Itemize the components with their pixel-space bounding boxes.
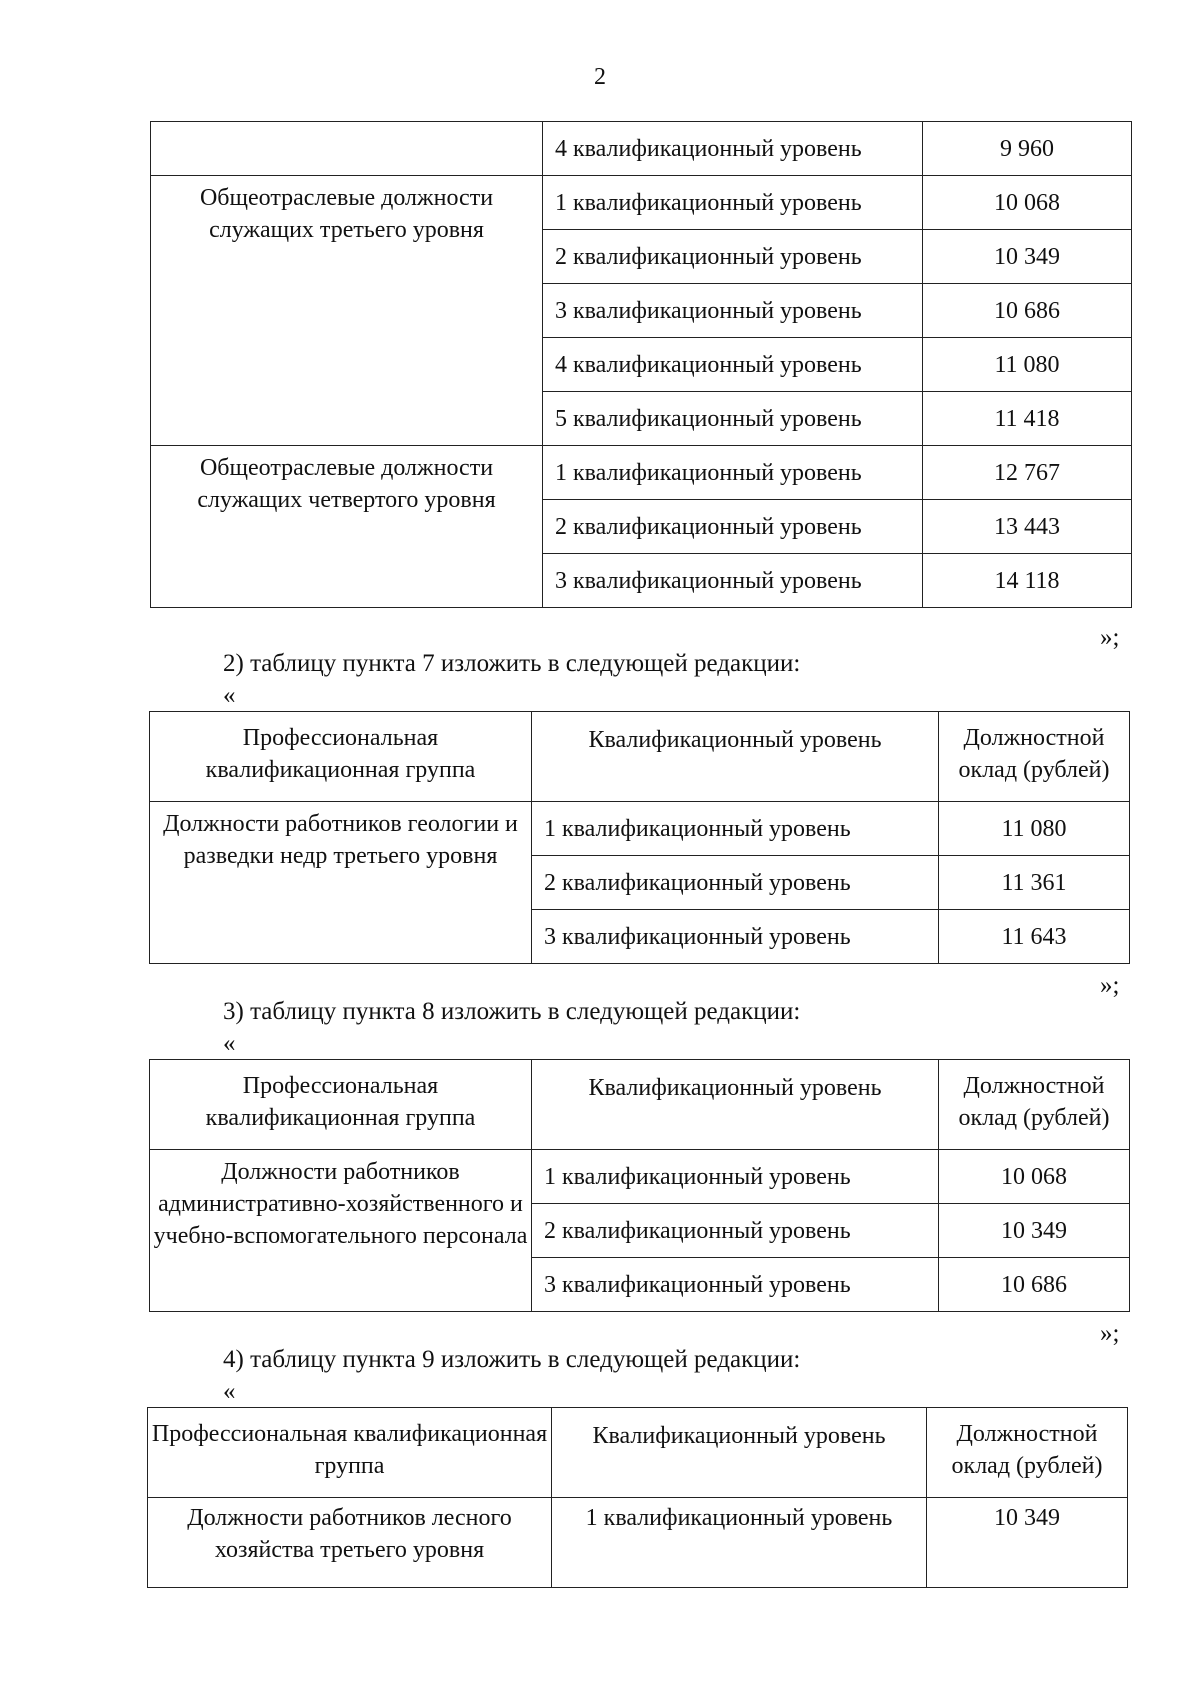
group-cell: Должности работников геологии и разведки недр третьего уровня (150, 802, 532, 964)
salary-cell: 9 960 (923, 122, 1132, 176)
header-level: Квалификационный уровень (552, 1408, 927, 1498)
salary-cell: 10 349 (927, 1498, 1128, 1588)
level-cell: 5 квалификационный уровень (543, 392, 923, 446)
page-number: 2 (594, 64, 606, 90)
table-row (151, 446, 1132, 500)
table-row (148, 1498, 1128, 1588)
level-cell: 1 квалификационный уровень (552, 1498, 927, 1588)
salary-cell: 10 686 (923, 284, 1132, 338)
group-cell: Должности работников административно-хозяйственного и учебно-вспомогательного персонала (150, 1150, 532, 1312)
level-cell: 1 квалификационный уровень (532, 802, 939, 856)
salary-cell: 10 349 (923, 230, 1132, 284)
level-cell: 2 квалификационный уровень (532, 1204, 939, 1258)
table-header-row (148, 1408, 1128, 1498)
salary-cell: 10 068 (939, 1150, 1130, 1204)
level-cell: 1 квалификационный уровень (543, 446, 923, 500)
salary-cell: 11 080 (939, 802, 1130, 856)
salary-cell: 11 643 (939, 910, 1130, 964)
table-row (151, 176, 1132, 230)
section-heading: 3) таблицу пункта 8 изложить в следующей редакции: (223, 998, 801, 1025)
opening-quote: « (223, 1030, 236, 1057)
level-cell: 2 квалификационный уровень (543, 230, 923, 284)
section-heading: 4) таблицу пункта 9 изложить в следующей редакции: (223, 1346, 801, 1373)
header-group: Профессиональная квалификационная группа (150, 1060, 532, 1150)
header-group: Профессиональная квалификационная группа (150, 712, 532, 802)
header-salary: Должностной оклад (рублей) (927, 1408, 1128, 1498)
table-header-row (150, 712, 1130, 802)
salary-cell: 10 068 (923, 176, 1132, 230)
level-cell: 1 квалификационный уровень (543, 176, 923, 230)
group-cell: Общеотраслевые должности служащих четвертого уровня (151, 446, 543, 608)
level-cell: 3 квалификационный уровень (543, 284, 923, 338)
level-cell: 1 квалификационный уровень (532, 1150, 939, 1204)
header-level: Квалификационный уровень (532, 712, 939, 802)
opening-quote: « (223, 1378, 236, 1405)
salary-cell: 13 443 (923, 500, 1132, 554)
level-cell: 2 квалификационный уровень (532, 856, 939, 910)
section-heading: 2) таблицу пункта 7 изложить в следующей редакции: (223, 650, 801, 677)
salary-cell: 10 686 (939, 1258, 1130, 1312)
salary-cell: 11 418 (923, 392, 1132, 446)
closing-quote: »; (1100, 972, 1120, 999)
salary-table-continuation (150, 121, 1132, 608)
header-salary: Должностной оклад (рублей) (939, 712, 1130, 802)
closing-quote: »; (1100, 624, 1120, 651)
salary-table-geology (149, 711, 1130, 964)
salary-table-forestry (147, 1407, 1128, 1588)
salary-cell: 10 349 (939, 1204, 1130, 1258)
table-row (151, 122, 1132, 176)
opening-quote: « (223, 682, 236, 709)
salary-cell: 14 118 (923, 554, 1132, 608)
table-header-row (150, 1060, 1130, 1150)
header-level: Квалификационный уровень (532, 1060, 939, 1150)
group-cell: Должности работников лесного хозяйства третьего уровня (148, 1498, 552, 1588)
salary-cell: 11 080 (923, 338, 1132, 392)
salary-cell: 11 361 (939, 856, 1130, 910)
table-row (150, 1150, 1130, 1204)
salary-cell: 12 767 (923, 446, 1132, 500)
level-cell: 3 квалификационный уровень (543, 554, 923, 608)
closing-quote: »; (1100, 1320, 1120, 1347)
level-cell: 2 квалификационный уровень (543, 500, 923, 554)
header-salary: Должностной оклад (рублей) (939, 1060, 1130, 1150)
level-cell: 4 квалификационный уровень (543, 122, 923, 176)
group-cell: Общеотраслевые должности служащих третьего уровня (151, 176, 543, 446)
level-cell: 3 квалификационный уровень (532, 1258, 939, 1312)
group-cell (151, 122, 543, 176)
level-cell: 3 квалификационный уровень (532, 910, 939, 964)
salary-table-administrative (149, 1059, 1130, 1312)
level-cell: 4 квалификационный уровень (543, 338, 923, 392)
header-group: Профессиональная квалификационная группа (148, 1408, 552, 1498)
table-row (150, 802, 1130, 856)
